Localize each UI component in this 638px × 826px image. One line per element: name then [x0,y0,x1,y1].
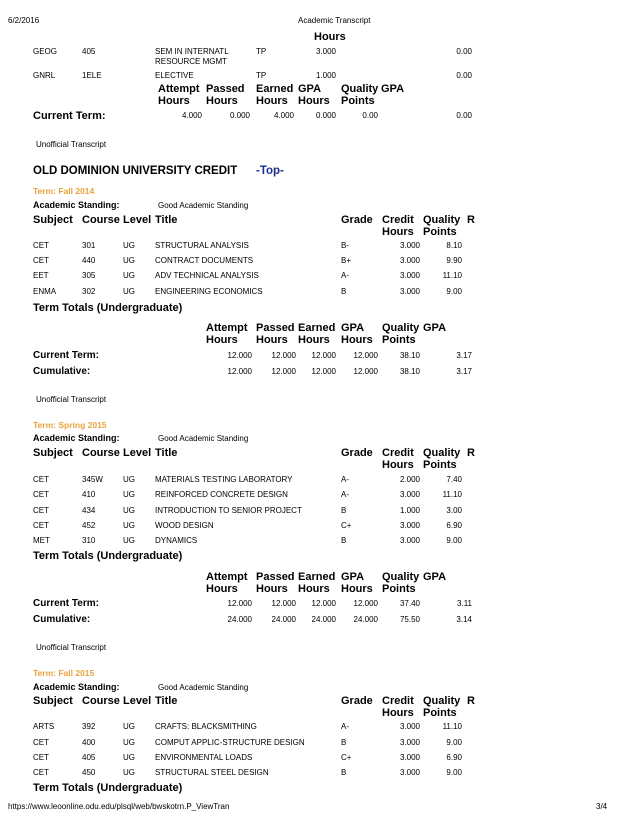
institution-name: OLD DOMINION UNIVERSITY CREDIT [33,165,238,177]
term-totals-heading: Term Totals (Undergraduate) [33,550,183,562]
hours-header: Hours [314,31,346,43]
print-date: 6/2/2016 [8,16,40,25]
unofficial-transcript-note: Unofficial Transcript [36,140,107,149]
term-heading: Term: Fall 2014 [33,186,95,196]
term-heading: Term: Fall 2015 [33,668,95,678]
page-title: Academic Transcript [298,16,371,25]
academic-standing-value: Good Academic Standing [158,683,249,692]
academic-standing-label: Academic Standing: [33,200,120,210]
term-totals-heading: Term Totals (Undergraduate) [33,302,183,314]
term-heading: Term: Spring 2015 [33,420,107,430]
academic-standing-label: Academic Standing: [33,433,120,443]
academic-standing-value: Good Academic Standing [158,201,249,210]
academic-standing-label: Academic Standing: [33,682,120,692]
unofficial-transcript-note: Unofficial Transcript [36,395,107,404]
page-number: 3/4 [596,802,608,811]
term-totals-heading: Term Totals (Undergraduate) [33,782,183,794]
top-link[interactable]: -Top- [256,165,284,177]
unofficial-transcript-note: Unofficial Transcript [36,643,107,652]
academic-standing-value: Good Academic Standing [158,434,249,443]
page-url: https://www.leoonline.odu.edu/plsql/web/bwskotrn.P_ViewTran [8,802,230,811]
